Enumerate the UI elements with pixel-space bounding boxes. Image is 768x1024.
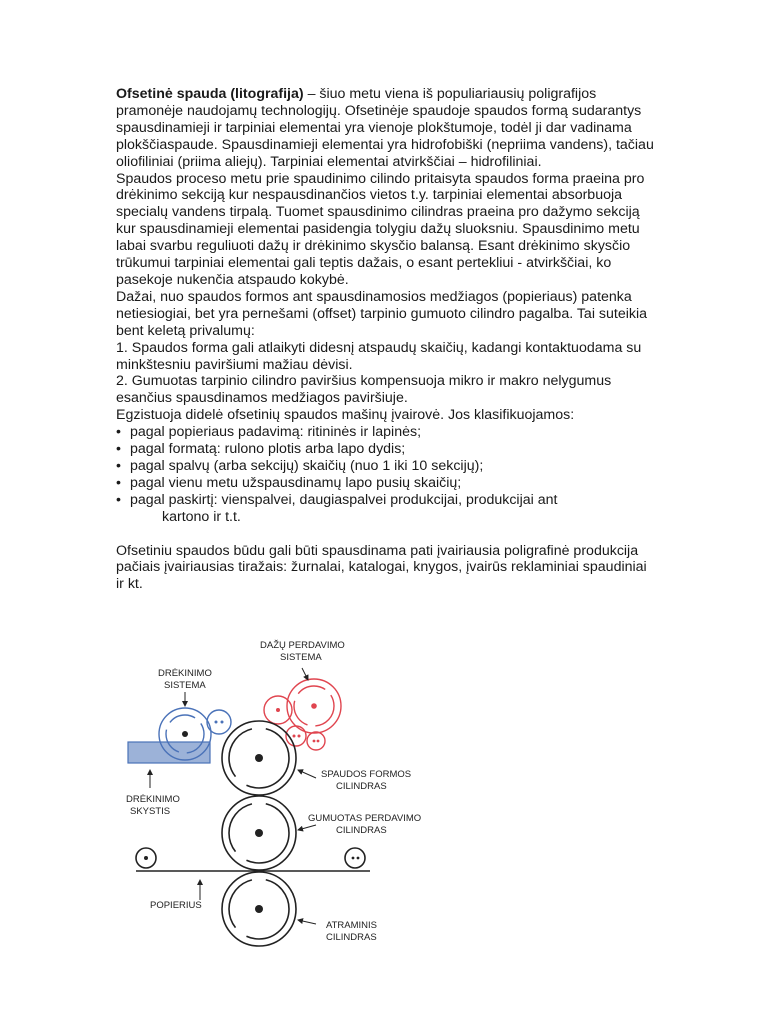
classification-item: • pagal spalvų (arba sekcijų) skaičių (nuo 1 iki 10 sekcijų); [116, 458, 656, 475]
dampening-roller-small [207, 710, 231, 734]
offset-paragraph: Dažai, nuo spaudos formos ant spausdinamosios medžiagos (popieriaus) patenka netiesiogiai, bet yra pernešami (offset) tarpinio gumuoto cilindro pagalba. Tai suteikia bent keletą privalumų: [116, 288, 648, 339]
classification-list [116, 424, 656, 509]
intro-text: – šiuo metu viena iš populiariausių poligrafijos pramonėje naudojamų technologijų. Ofsetinėje spaudoje spaudos formą sudarantys spausdinamieji ir tarpiniai elementai yra vienoje plokštumoje, todėl ji dar vadinama plokščiaspaude. Spausdinamieji elementai yra hidrofobiški (nepriima vandens), tačiau oliofiliniai (priima aliejų). Tarpiniai elementai atvirkščiai – hidrofiliniai. [116, 86, 654, 170]
closing-paragraph: Ofsetiniu spaudos būdu gali būti spausdinama pati įvairiausia poligrafinė produkcija pačiais įvairiausias tiražais: žurnalai, katalogai, knygos, įvairūs reklaminiai spaudiniai ir kt. [116, 542, 647, 593]
blanket-cylinder-label: GUMUOTAS PERDAVIMO [308, 813, 422, 824]
classification-intro: Egzistuoja didelė ofsetinių spaudos mašinų įvairovė. Jos klasifikuojamos: [116, 407, 575, 424]
ink-system-label: DAŽŲ PERDAVIMO [260, 640, 345, 651]
impression-cylinder-label: CILINDRAS [326, 932, 377, 943]
advantage-item: 2. Gumuotas tarpinio cilindro paviršius kompensuoja mikro ir makro nelygumus esančius spausdinamos medžiagos paviršiuje. [116, 373, 612, 407]
ink-system-label: SISTEMA [280, 652, 322, 663]
ink-roller-group [264, 679, 341, 750]
classification-continuation: kartono ir t.t. [162, 508, 241, 525]
classification-item: • pagal paskirtį: vienspalvei, daugiaspalvei produkcijai, produkcijai ant [116, 492, 656, 509]
advantage-item: 1. Spaudos forma gali atlaikyti didesnį atspaudų skaičių, kadangi kontaktuodama su minkštesniu paviršiumi mažiau dėvisi. [116, 339, 642, 373]
classification-item: • pagal popieriaus padavimą: ritininės ir lapinės; [116, 424, 656, 441]
damp-fluid-label: DRĖKINIMO [126, 794, 180, 805]
document-body [116, 86, 656, 593]
intro-title: Ofsetinė spauda (litografija) [116, 86, 304, 102]
damp-system-label: DRĖKINIMO [158, 668, 212, 679]
plate-cylinder-label: CILINDRAS [336, 781, 387, 792]
blanket-cylinder-label: CILINDRAS [336, 825, 387, 836]
small-roller-right [345, 848, 365, 868]
classification-item: • pagal vienu metu užspausdinamų lapo pusių skaičių; [116, 475, 656, 492]
process-paragraph: Spaudos proceso metu prie spaudinimo cilindo pritaisyta spaudos forma praeina pro drėkinimo sekciją kur nespausdinančios vietos t.y. tarpiniai elementai absorbuoja specialų vandens tirpalą. Tuomet spausdinimo cilindras praeina pro dažymo sekciją kur spausdinamieji elementai pasidengia tolygiu dažų sluoksniu. Spausdinimo metu labai svarbu reguliuoti dažų ir drėkinimo skysčio balansą. Esant drėkinimo skysčio trūkumui tarpiniai elementai gali teptis dažais, o esant pertekliui - atvirkščiai, ko pasekoje nukenčia atspaudo kokybė. [116, 170, 645, 288]
damp-system-label: SISTEMA [164, 680, 206, 691]
plate-cylinder-label: SPAUDOS FORMOS [321, 769, 412, 780]
intro-paragraph [116, 86, 656, 171]
offset-press-diagram [118, 630, 438, 960]
ink-roller-small-2 [307, 732, 325, 750]
classification-item: • pagal formatą: rulono plotis arba lapo dydis; [116, 441, 656, 458]
impression-cylinder-label: ATRAMINIS [326, 920, 378, 931]
paper-label: POPIERIUS [150, 900, 202, 911]
damp-fluid-label: SKYSTIS [130, 806, 171, 817]
